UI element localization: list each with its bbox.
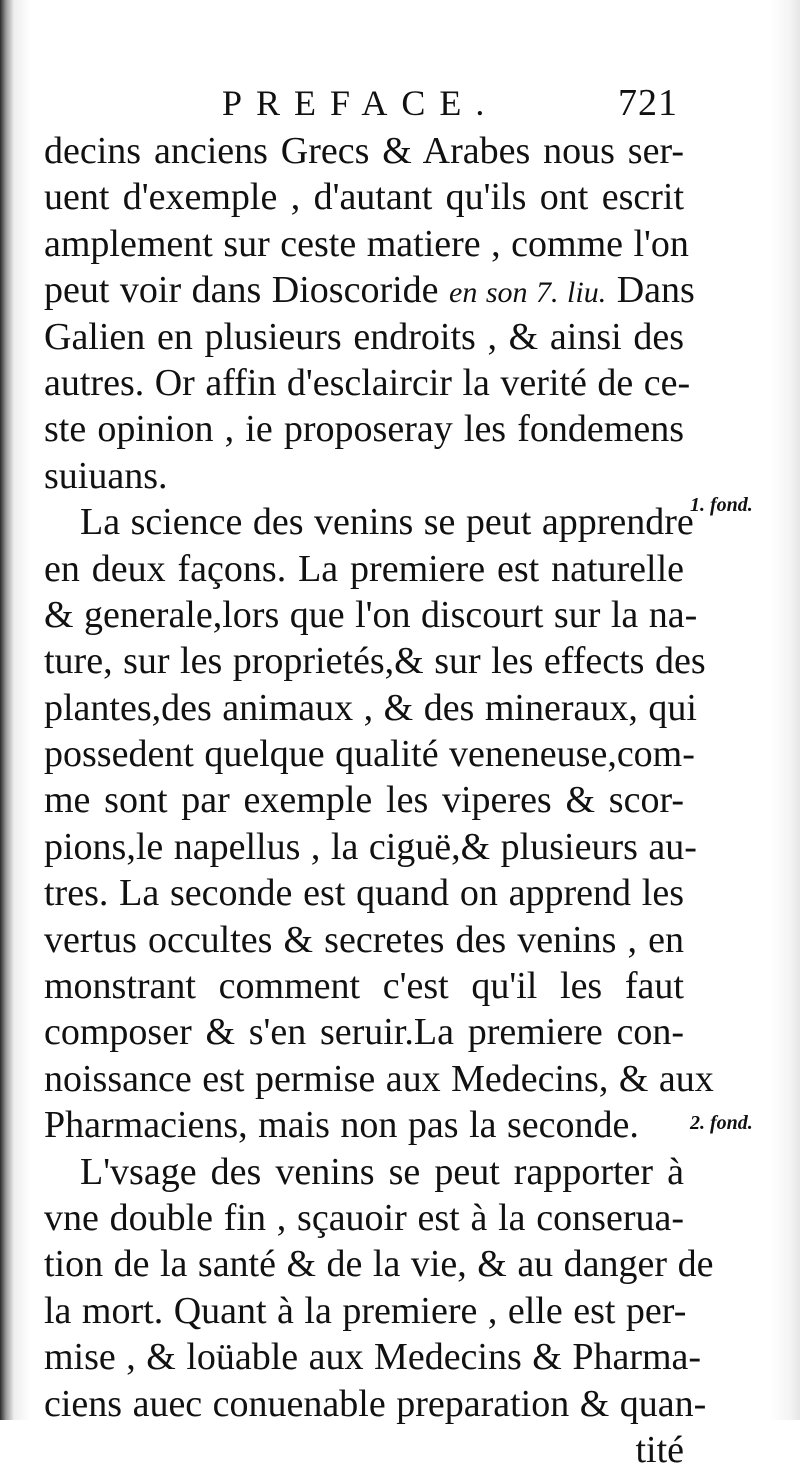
text-line: ture, sur les proprietés,& sur les effects des (44, 640, 706, 683)
text-line: vertus occultes & secretes des venins , en (44, 918, 684, 961)
text-line: amplement sur ceste matiere , comme l'on (44, 222, 689, 265)
page-number: 721 (618, 82, 678, 124)
text-line: ste opinion , ie proposeray les fondemens (44, 408, 684, 451)
margin-note: 2. fond. (690, 1112, 753, 1134)
text-line: decins anciens Grecs & Arabes nous ser- (44, 130, 684, 172)
text-line: en deux façons. La premiere est naturelle (44, 547, 684, 590)
catchword: tité (635, 1428, 684, 1471)
text-line: noissance est permise aux Medecins, & aux (44, 1057, 714, 1100)
text-segment: peut voir dans Dioscoride (44, 269, 439, 312)
text-line: L'vsage des venins se peut rapporter à (80, 1150, 684, 1193)
text-line: monstrant comment c'est qu'il les faut (44, 965, 684, 1008)
text-line: autres. Or affin d'esclaircir la verité de ce- (44, 361, 691, 404)
body-text (44, 128, 714, 1473)
text-line: suiuans. (44, 454, 168, 497)
text-line: vne double fin , sçauoir est à la conserua- (44, 1196, 684, 1239)
text-line: Pharmaciens, mais non pas la seconde. (44, 1104, 639, 1147)
text-segment: Dans (616, 269, 695, 312)
text-line: possedent quelque qualité veneneuse,com- (44, 733, 695, 776)
text-line: & generale,lors que l'on discourt sur la na- (44, 593, 698, 636)
text-line: La science des venins se peut apprendre (80, 501, 694, 544)
text-line: Galien en plusieurs endroits , & ainsi des (44, 315, 684, 358)
text-line: uent d'exemple , d'autant qu'ils ont escrit (44, 176, 684, 219)
text-line (44, 267, 695, 313)
text-line: ciens auec conuenable preparation & quan- (44, 1382, 707, 1425)
text-line: mise , & loüable aux Medecins & Pharma- (44, 1336, 702, 1379)
margin-note: 1. fond. (690, 494, 753, 516)
page-header (0, 78, 800, 128)
text-line: tion de la santé & de la vie, & au danger de (44, 1243, 714, 1286)
italic-reference: en son 7. liu. (449, 276, 607, 310)
text-line: tres. La seconde est quand on apprend les (44, 872, 684, 915)
text-line: composer & s'en seruir.La premiere con- (44, 1011, 684, 1054)
running-title: PREFACE. (222, 83, 499, 123)
text-line: pions,le napellus , la ciguë,& plusieurs au- (44, 825, 697, 868)
text-line: la mort. Quant à la premiere , elle est per- (44, 1289, 687, 1332)
text-line: plantes,des animaux , & des mineraux, qui (44, 686, 697, 729)
text-line: me sont par exemple les viperes & scor- (44, 779, 684, 822)
